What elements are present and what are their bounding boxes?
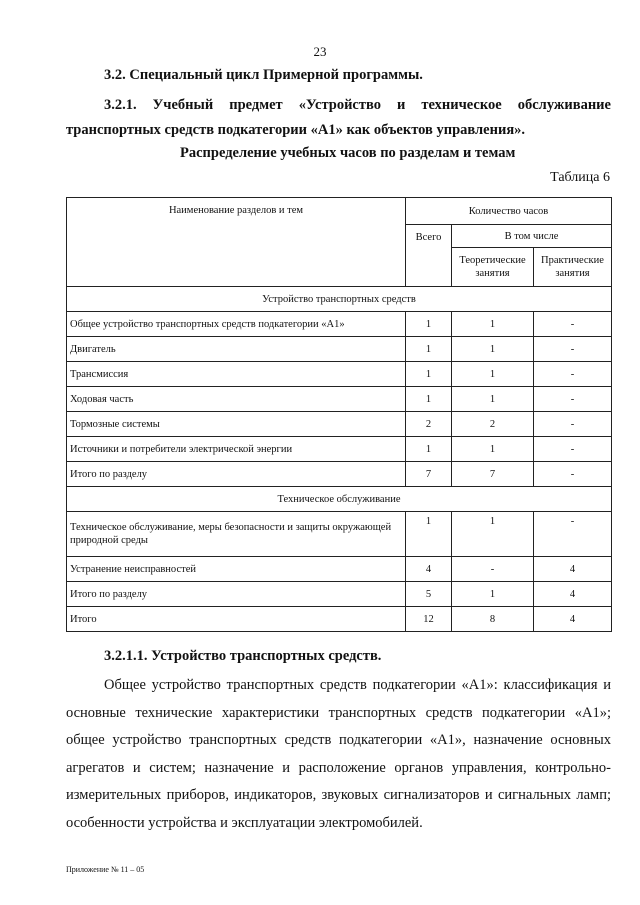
subject-word: и (397, 97, 406, 113)
row-theory: 1 (452, 312, 534, 337)
hours-table (66, 197, 612, 632)
row-total: 2 (406, 412, 452, 437)
table-label: Таблица 6 (550, 170, 610, 185)
col-theory-header: Теоретические занятия (452, 248, 534, 287)
table-row (67, 512, 612, 557)
row-practice: - (534, 462, 612, 487)
row-total: 1 (406, 312, 452, 337)
subject-word: техническое (421, 97, 502, 113)
row-theory: 1 (452, 582, 534, 607)
col-total-header: Всего (406, 225, 452, 287)
row-name: Итого (67, 607, 406, 632)
row-practice: 4 (534, 582, 612, 607)
row-practice: - (534, 312, 612, 337)
row-name: Общее устройство транспортных средств подкатегории «А1» (67, 312, 406, 337)
col-name-header: Наименование разделов и тем (67, 198, 406, 287)
section-heading: 3.2. Специальный цикл Примерной программы. (104, 67, 423, 83)
table-row (67, 582, 612, 607)
col-including-header: В том числе (452, 225, 612, 248)
row-practice: - (534, 437, 612, 462)
subject-word: 3.2.1. (104, 97, 137, 113)
section-title: Техническое обслуживание (67, 487, 612, 512)
row-theory: - (452, 557, 534, 582)
col-practice-header: Практические занятия (534, 248, 612, 287)
row-practice: - (534, 512, 612, 557)
subject-heading-line2: транспортных средств подкатегории «А1» как объектов управления». (66, 122, 526, 138)
row-total: 1 (406, 512, 452, 557)
row-practice: - (534, 362, 612, 387)
row-practice: 4 (534, 557, 612, 582)
row-theory: 1 (452, 362, 534, 387)
row-theory: 1 (452, 337, 534, 362)
row-total: 1 (406, 337, 452, 362)
row-name: Тормозные системы (67, 412, 406, 437)
section-title: Устройство транспортных средств (67, 287, 612, 312)
row-total: 4 (406, 557, 452, 582)
row-total: 7 (406, 462, 452, 487)
page-number: 23 (313, 44, 327, 59)
table-row (67, 387, 612, 412)
row-name: Источники и потребители электрической энергии (67, 437, 406, 462)
topic-heading: 3.2.1.1. Устройство транспортных средств. (104, 648, 382, 664)
row-theory: 1 (452, 387, 534, 412)
subject-word: обслуживание (517, 97, 611, 113)
row-theory: 7 (452, 462, 534, 487)
row-name: Техническое обслуживание, меры безопасности и защиты окружающей природной среды (67, 512, 406, 557)
table-row (67, 337, 612, 362)
table-row (67, 462, 612, 487)
row-name: Ходовая часть (67, 387, 406, 412)
footer: Приложение № 11 – 05 (66, 865, 145, 874)
subject-heading-line1 (66, 93, 611, 118)
row-total: 1 (406, 437, 452, 462)
subject-word: Учебный (152, 97, 214, 113)
section-row (67, 287, 612, 312)
row-name: Трансмиссия (67, 362, 406, 387)
table-row (67, 362, 612, 387)
row-theory: 1 (452, 512, 534, 557)
grand-total-row (67, 607, 612, 632)
row-total: 1 (406, 387, 452, 412)
col-hours-header: Количество часов (406, 198, 612, 225)
row-name: Итого по разделу (67, 582, 406, 607)
subject-word: «Устройство (298, 97, 381, 113)
topic-body: Общее устройство транспортных средств подкатегории «А1»: классификация и основные технические характеристики транспортных средств подкатегории «А1»; общее устройство транспортных средств подкатегории «А1», назначение основных агрегатов и систем; назначение и расположение органов управления, контрольно-измерительных приборов, индикаторов, звуковых сигнализаторов и сигнальных ламп; особенности устройства и эксплуатации электромобилей. (66, 677, 611, 831)
row-total: 1 (406, 362, 452, 387)
subject-heading (66, 93, 611, 143)
subject-word: предмет (229, 97, 283, 113)
row-name: Итого по разделу (67, 462, 406, 487)
row-name: Устранение неисправностей (67, 557, 406, 582)
table-row (67, 437, 612, 462)
distribution-heading: Распределение учебных часов по разделам и темам (180, 145, 516, 161)
row-practice: 4 (534, 607, 612, 632)
section-row (67, 487, 612, 512)
row-theory: 2 (452, 412, 534, 437)
row-practice: - (534, 412, 612, 437)
row-name: Двигатель (67, 337, 406, 362)
row-theory: 8 (452, 607, 534, 632)
row-theory: 1 (452, 437, 534, 462)
table-row (67, 412, 612, 437)
row-total: 5 (406, 582, 452, 607)
table-row (67, 312, 612, 337)
table-row (67, 557, 612, 582)
row-practice: - (534, 387, 612, 412)
row-total: 12 (406, 607, 452, 632)
row-practice: - (534, 337, 612, 362)
